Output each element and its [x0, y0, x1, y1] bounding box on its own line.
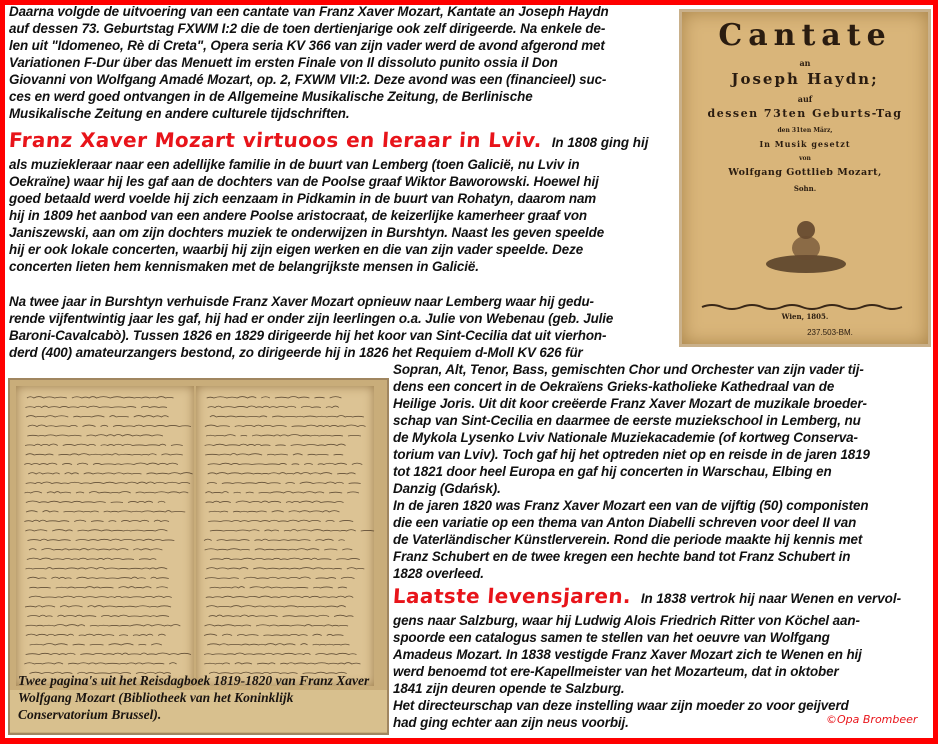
text-line: hij in 1809 het aanbod van een andere Poolse aristocraat, de keizerlijke kamerheer graaf von — [9, 208, 588, 223]
handwriting-line — [205, 425, 366, 426]
handwriting-line — [209, 511, 340, 512]
handwriting-line — [206, 435, 361, 436]
handwriting-line — [204, 539, 345, 540]
cantate-title: Cantate — [718, 18, 892, 53]
handwriting-line — [210, 587, 352, 588]
cantate-line: 237.503-BM. — [807, 328, 853, 337]
handwriting-line — [27, 615, 169, 616]
handwriting-line — [210, 416, 364, 417]
handwriting-line — [28, 473, 192, 474]
handwriting-line — [25, 492, 189, 493]
text-line: In de jaren 1820 was Franz Xaver Mozart een van de vijftig (50) componisten — [393, 498, 869, 513]
handwriting-line — [206, 568, 369, 569]
text-line: hij er ook lokale concerten, waarbij hij zijn eigen werken en die van zijn vader speelde. Deze — [9, 242, 584, 257]
text-line: Baroni-Cavalcabò). Tussen 1826 en 1829 dirigeerde hij het koor van Sint-Cecilia dat uit vierhon- — [9, 328, 607, 343]
text-line: de Vaterländischer Künstlerverein. Rond die periode maakte hij kennis met — [393, 532, 863, 547]
handwriting-line — [27, 558, 161, 559]
text-line: Het directeurschap van deze instelling waar zijn moeder zo voor geijverd — [393, 698, 849, 713]
handwriting-line — [29, 596, 177, 597]
text-line: torium van Lviv). Toch gaf hij het optreden niet op en reisde in de jaren 1819 — [393, 447, 870, 462]
text-line: de Mykola Lysenko Lviv Nationale Muziekacademie (of kortweg Conserva- — [393, 430, 858, 445]
handwriting-line — [205, 577, 360, 578]
handwriting-line — [206, 606, 345, 607]
handwriting-line — [27, 435, 163, 436]
intro-paragraph — [9, 3, 609, 122]
handwriting-line — [26, 454, 183, 455]
text-line: derd (400) amateurzangers bestond, zo dirigeerde hij in 1826 het Requiem d-Moll KV 626 für — [9, 345, 583, 360]
section-heading: Laatste levensjaren. — [392, 584, 632, 608]
text-line: len uit "Idomeneo, Rè di Creta", Opera seria KV 366 van zijn vader werd de avond afgerond met — [9, 38, 605, 53]
text-line: had ging echter aan zijn neus voorbij. — [393, 715, 629, 730]
cantate-line: Wolfgang Gottlieb Mozart, — [728, 167, 882, 178]
handwriting-line — [206, 596, 353, 597]
handwriting-line — [26, 416, 173, 417]
text-line: spoorde een catalogus samen te stellen van het oeuvre van Wolfgang — [393, 630, 830, 645]
cantate-title-page-image — [679, 9, 931, 347]
handwriting-line — [25, 406, 172, 407]
text-line: auf dessen 73. Geburtstag FXWM I:2 die de toen dertienjarige ook zelf dirigeerde. Na enkele de- — [9, 21, 606, 36]
cantate-line: an — [799, 58, 811, 68]
handwriting-line — [209, 615, 354, 616]
text-line: Amadeus Mozart. In 1838 vestigde Franz Xaver Mozart zich te Wenen en hij — [393, 647, 862, 662]
text-line: Heilige Joris. Uit dit koor creëerde Franz Xaver Mozart de muzikale broeder- — [393, 396, 867, 411]
handwriting-line — [204, 634, 348, 635]
text-line: Musikalische Zeitung en andere culturele tijdschriften. — [9, 106, 350, 121]
text-line: goed betaald werd voelde hij zich eenzaam in Pidkamin in de buurt van Rohatyn, daarom nam — [9, 191, 597, 206]
text-line: Daarna volgde de uitvoering van een cantate van Franz Xaver Mozart, Kantate an Joseph Haydn — [9, 4, 609, 19]
handwriting-line — [208, 473, 356, 474]
text-line: werd benoemd tot ere-Kapellmeister van het Mozarteum, dat in oktober — [393, 664, 839, 679]
text-line: Franz Schubert en de twee kregen een hechte band tot Franz Schubert in — [393, 549, 851, 564]
burshtyn-paragraph — [9, 293, 613, 361]
text-line: Oekraïne) waar hij les gaf aan de dochters van de Poolse graaf Wiktor Baworowski. Hoewel hij — [9, 174, 599, 189]
text-line: gens naar Salzburg, waar hij Ludwig Alois Friedrich Ritter von Köchel aan- — [393, 613, 860, 628]
handwriting-line — [24, 520, 174, 521]
handwriting-line — [204, 663, 360, 664]
section-laatste-paragraph — [393, 612, 862, 731]
handwriting-line — [27, 577, 168, 578]
text-line: dens een concert in de Oekraïens Grieks-katholieke Kathedraal van de — [393, 379, 835, 394]
text-line: concerten lieten hem kennismaken met de belangrijkste mensen in Galicië. — [9, 259, 479, 274]
handwriting-line — [205, 625, 354, 626]
handwriting-line — [26, 634, 166, 635]
section-virtuoos-heading-line — [9, 128, 648, 152]
handwriting-line — [208, 463, 363, 464]
text-line: Danzig (Gdańsk). — [393, 481, 501, 496]
section-laatste-heading-line — [393, 584, 901, 608]
cantate-line: den 31ten März, — [777, 127, 833, 134]
handwriting-lines — [10, 380, 387, 700]
section-lead-text: In 1838 vertrok hij naar Wenen en vervol- — [640, 591, 902, 606]
handwriting-line — [207, 482, 361, 483]
handwriting-line — [26, 511, 185, 512]
cantate-line: Joseph Haydn; — [731, 70, 879, 88]
handwriting-line — [208, 406, 339, 407]
handwriting-line — [26, 568, 173, 569]
handwriting-line — [205, 444, 346, 445]
text-line: tot 1821 door heel Europa en gaf hij concerten in Warschau, Elbing en — [393, 464, 832, 479]
text-line: Giovanni von Wolfgang Amadé Mozart, op. 2, FXWM VII:2. Deze avond was een (financieel) suc- — [9, 72, 607, 87]
text-line: Sopran, Alt, Tenor, Bass, gemischten Chor und Orchester van zijn vader tij- — [393, 362, 864, 377]
text-line: die een variatie op een thema van Anton Diabelli schreven voor deel II van — [393, 515, 857, 530]
handwriting-line — [25, 530, 167, 531]
handwriting-line — [26, 501, 165, 502]
diary-caption: Twee pagina's uit het Reisdagboek 1819-1820 van Franz Xaver Wolfgang Mozart (Bibliotheek van het Koninklijk Conservatorium Brussel). — [18, 673, 370, 722]
handwriting-line — [206, 501, 344, 502]
cherub-vignette-icon — [682, 12, 934, 350]
cantate-line: von — [799, 155, 811, 162]
handwriting-line — [24, 663, 176, 664]
handwriting-line — [25, 606, 171, 607]
cantate-line: dessen 73ten Geburts-Tag — [707, 107, 903, 120]
handwriting-line — [24, 463, 178, 464]
handwriting-line — [210, 558, 360, 559]
section-heading: Franz Xaver Mozart virtuoos en leraar in Lviv. — [8, 128, 543, 152]
handwriting-line — [205, 454, 348, 455]
text-line: 1828 overleed. — [393, 566, 484, 581]
handwriting-line — [205, 492, 358, 493]
handwriting-line — [28, 425, 191, 426]
right-column-paragraph — [393, 361, 870, 582]
cantate-line: auf — [797, 94, 813, 104]
text-line: rende vijfentwintig jaar les gaf, hij had er onder zijn leerlingen o.a. Julie von Webenau (geb. Julie — [9, 311, 614, 326]
text-line: schap van Sint-Cecilia en daarmee de eerste muziekschool in Lemberg, nu — [393, 413, 861, 428]
section-lead-text: In 1808 ging hij — [551, 135, 649, 150]
text-line: als muziekleraar naar een adellijke familie in de buurt van Lemberg (toen Galicië, nu Lviv in — [9, 157, 580, 172]
cantate-line: Sohn. — [793, 184, 817, 193]
text-line: Variationen F-Dur über das Menuett im ersten Finale von Il dissoluto punito ossia il Don — [9, 55, 558, 70]
handwriting-line — [25, 625, 180, 626]
handwriting-line — [29, 587, 168, 588]
handwriting-line — [204, 653, 356, 654]
handwriting-line — [30, 644, 162, 645]
text-line: 1841 zijn deuren opende te Salzburg. — [393, 681, 625, 696]
cantate-line: Wien, 1805. — [781, 312, 829, 321]
handwriting-line — [27, 539, 179, 540]
text-line: Janiszewski, aan om zijn dochters muziek te onderwijzen in Burshtyn. Naast les geven speelde — [9, 225, 605, 240]
handwriting-line — [26, 653, 196, 654]
text-line: ces en werd goed ontvangen in de Allgemeine Musikalische Zeitung, de Berlinische — [9, 89, 533, 104]
handwriting-line — [25, 444, 183, 445]
copyright-text: ©Opa Brombeer — [826, 713, 918, 726]
handwriting-line — [27, 397, 174, 398]
section-virtuoos-paragraph — [9, 156, 604, 275]
handwriting-line — [210, 530, 374, 531]
cantate-line: In Musik gesetzt — [759, 139, 851, 149]
handwriting-line — [29, 549, 162, 550]
handwriting-line — [26, 482, 190, 483]
text-line: Na twee jaar in Burshtyn verhuisde Franz Xaver Mozart opnieuw naar Lemberg waar hij gedu- — [9, 294, 594, 309]
handwriting-line — [205, 549, 353, 550]
handwriting-line — [208, 520, 353, 521]
handwriting-line — [207, 397, 342, 398]
handwriting-line — [207, 644, 349, 645]
